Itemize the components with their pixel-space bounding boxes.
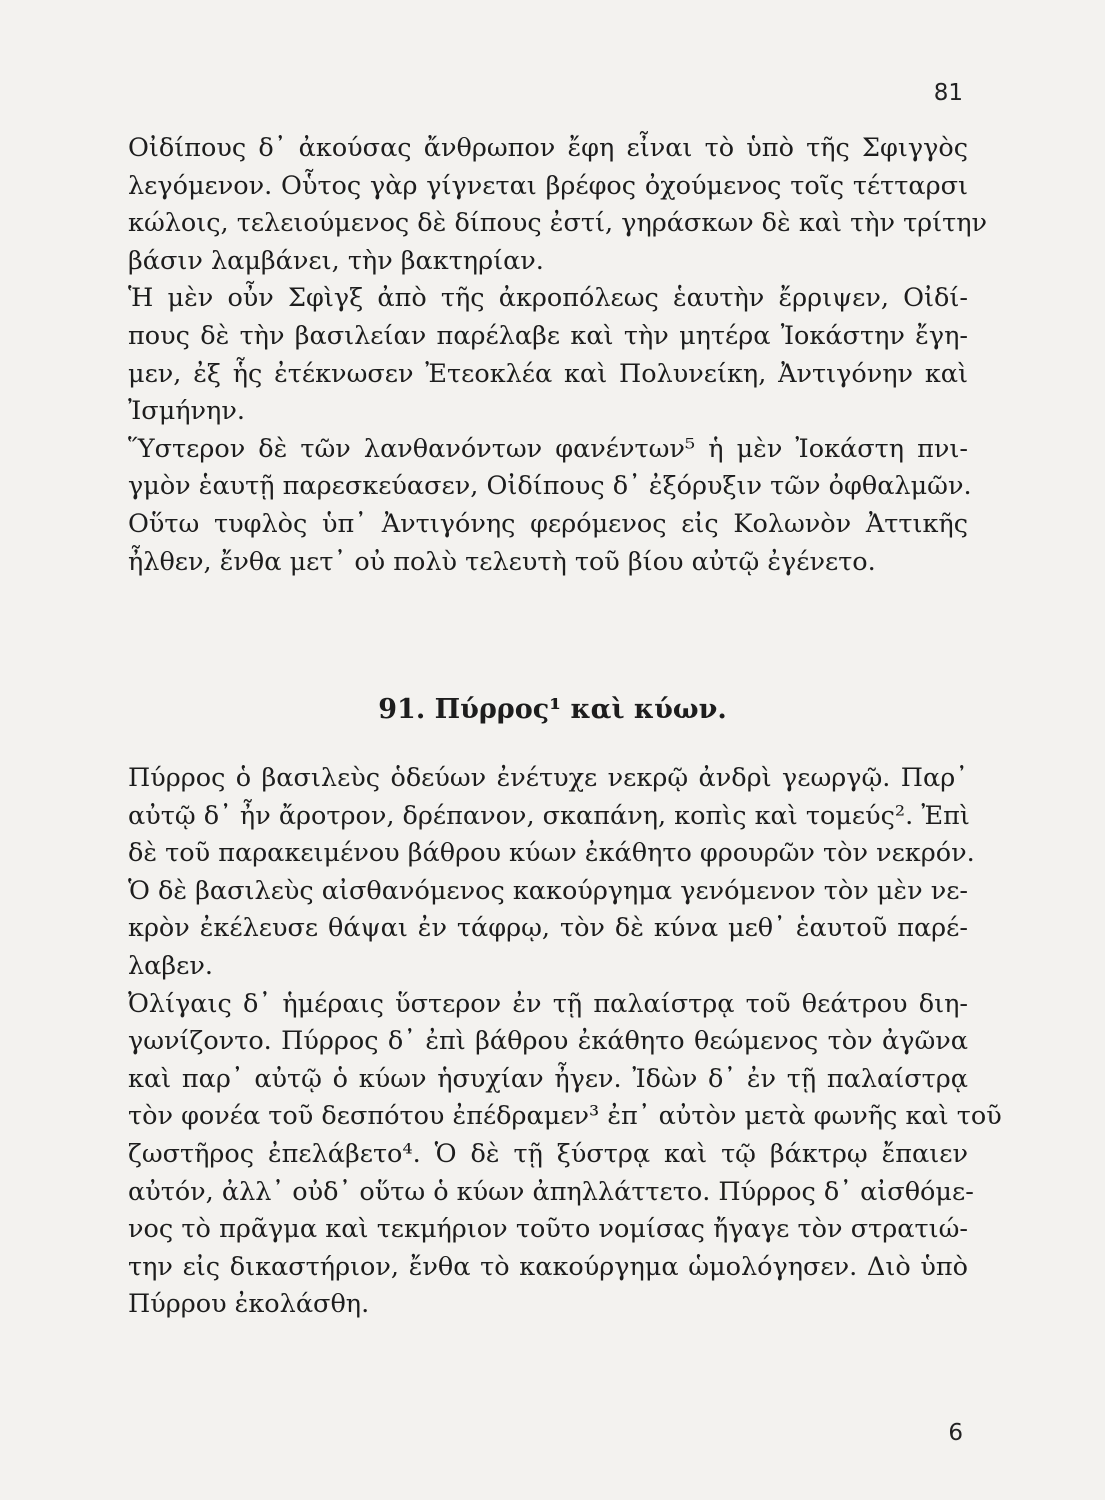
text-line: Ὀλίγαις δ᾽ ἡμέραις ὕστερον ἐν τῇ παλαίστρᾳ τοῦ θεάτρου διη-: [128, 988, 968, 1019]
text-line: Ἡ μὲν οὖν Σφὶγξ ἀπὸ τῆς ἀκροπόλεως ἑαυτὴν ἔρριψεν, Οἰδί-: [128, 283, 968, 314]
text-line: τὸν φονέα τοῦ δεσπότου ἐπέδραμεν³ ἐπ᾽ αὐτὸν μετὰ φωνῆς καὶ τοῦ: [128, 1101, 1002, 1132]
text-line: Πύρρος ὁ βασιλεὺς ὁδεύων ἐνέτυχε νεκρῷ ἀνδρὶ γεωργῷ. Παρ᾽: [128, 763, 968, 793]
text-line: Ὁ δὲ βασιλεὺς αἰσθανόμενος κακούργημα γενόμενον τὸν μὲν νε-: [128, 875, 969, 906]
section-title-pyrrhus: 91. Πύρρος¹ καὶ κύων.: [378, 694, 727, 725]
text-line: κώλοις, τελειούμενος δὲ δίπους ἐστί, γηράσκων δὲ καὶ τὴν τρίτην: [128, 208, 988, 239]
text-line: την εἰς δικαστήριον, ἔνθα τὸ κακούργημα ὡμολόγησεν. Διὸ ὑπὸ: [128, 1251, 968, 1282]
page-number-top: 81: [933, 80, 963, 106]
text-line: Ὕστερον δὲ τῶν λανθανόντων φανέντων⁵ ἡ μὲν Ἰοκάστη πνι-: [128, 433, 968, 464]
text-line: καὶ παρ᾽ αὐτῷ ὁ κύων ἡσυχίαν ἦγεν. Ἰδὼν δ᾽ ἐν τῇ παλαίστρᾳ: [128, 1063, 968, 1094]
text-line: πους δὲ τὴν βασιλείαν παρέλαβε καὶ τὴν μητέρα Ἰοκάστην ἔγη-: [128, 320, 968, 351]
text-line: Οὕτω τυφλὸς ὑπ᾽ Ἀντιγόνης φερόμενος εἰς Κολωνὸν Ἀττικῆς: [128, 508, 968, 539]
section-pyrrhus-text: [128, 760, 1002, 1324]
text-line: γωνίζοντο. Πύρρος δ᾽ ἐπὶ βάθρου ἐκάθητο θεώμενος τὸν ἀγῶνα: [128, 1026, 968, 1057]
text-line: ζωστῆρος ἐπελάβετο⁴. Ὁ δὲ τῇ ξύστρᾳ καὶ τῷ βάκτρῳ ἔπαιεν: [128, 1138, 968, 1169]
section-oedipus-text: [128, 130, 988, 581]
text-line: μεν, ἐξ ἧς ἐτέκνωσεν Ἐτεοκλέα καὶ Πολυνείκη, Ἀντιγόνην καὶ: [128, 358, 968, 389]
text-line: γμὸν ἑαυτῇ παρεσκεύασεν, Οἰδίπους δ᾽ ἐξόρυξιν τῶν ὀφθαλμῶν.: [128, 471, 972, 502]
text-line: δὲ τοῦ παρακειμένου βάθρου κύων ἐκάθητο φρουρῶν τὸν νεκρόν.: [128, 838, 975, 869]
text-line: βάσιν λαμβάνει, τὴν βακτηρίαν.: [128, 245, 544, 276]
text-line: ἦλθεν, ἔνθα μετ᾽ οὐ πολὺ τελευτὴ τοῦ βίου αὐτῷ ἐγένετο.: [128, 546, 876, 577]
text-line: νος τὸ πρᾶγμα καὶ τεκμήριον τοῦτο νομίσας ἤγαγε τὸν στρατιώ-: [128, 1214, 968, 1245]
text-line: αὐτόν, ἀλλ᾽ οὐδ᾽ οὕτω ὁ κύων ἀπηλλάττετο. Πύρρος δ᾽ αἰσθόμε-: [128, 1176, 974, 1207]
text-line: Οἰδίπους δ᾽ ἀκούσας ἄνθρωπον ἔφη εἶναι τὸ ὑπὸ τῆς Σφιγγὸς: [128, 133, 968, 163]
text-line: Ἰσμήνην.: [128, 396, 245, 427]
text-line: λεγόμενον. Οὗτος γὰρ γίγνεται βρέφος ὀχούμενος τοῖς τέτταρσι: [128, 170, 968, 201]
text-line: κρὸν ἐκέλευσε θάψαι ἐν τάφρῳ, τὸν δὲ κύνα μεθ᾽ ἑαυτοῦ παρέ-: [128, 913, 968, 944]
text-line: αὐτῷ δ᾽ ἦν ἄροτρον, δρέπανον, σκαπάνη, κοπὶς καὶ τομεύς². Ἐπὶ: [128, 800, 970, 831]
text-line: Πύρρου ἐκολάσθη.: [128, 1289, 370, 1320]
page-number-bottom: 6: [948, 1420, 963, 1446]
text-line: λαβεν.: [128, 950, 213, 981]
